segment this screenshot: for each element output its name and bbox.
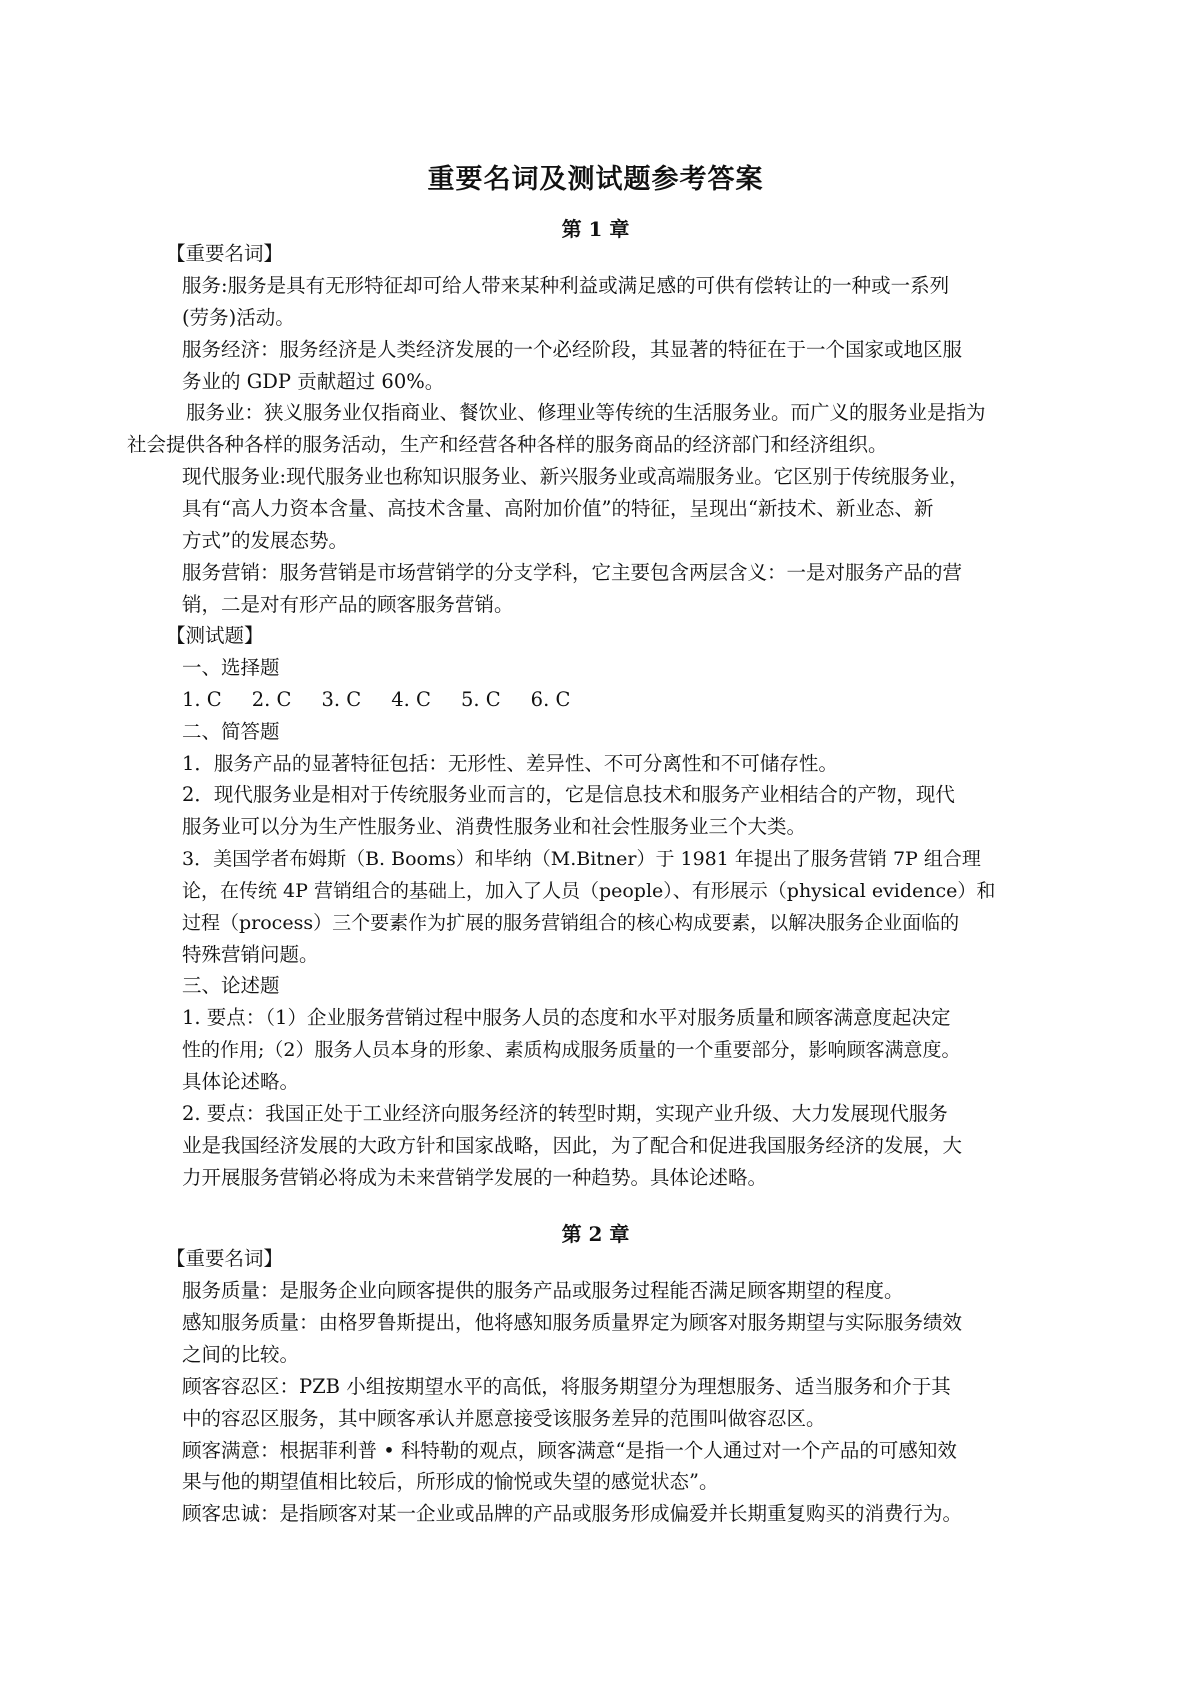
ch1-essay-line: 1. 要点：（1）企业服务营销过程中服务人员的态度和水平对服务质量和顾客满意度起决定 <box>182 1006 951 1029</box>
answer-item: 2. C <box>251 688 292 711</box>
ch2-term-line: 顾客满意：根据菲利普 • 科特勒的观点，顾客满意“是指一个人通过对一个产品的可感知效 <box>182 1439 957 1462</box>
ch1-short-answer-line: 过程（process）三个要素作为扩展的服务营销组合的核心构成要素，以解决服务企业面临的 <box>182 912 960 934</box>
ch1-term-line: 服务:服务是具有无形特征却可给人带来某种利益或满足感的可供有偿转让的一种或一系列 <box>182 274 950 297</box>
ch1-term-line: 现代服务业:现代服务业也称知识服务业、新兴服务业或高端服务业。它区别于传统服务业， <box>182 465 969 488</box>
ch1-essay-line: 具体论述略。 <box>182 1070 300 1093</box>
ch1-essay-line: 2. 要点：我国正处于工业经济向服务经济的转型时期，实现产业升级、大力发展现代服务 <box>182 1102 948 1125</box>
page-title: 重要名词及测试题参考答案 <box>427 164 764 195</box>
ch1-short-answer-line: 1．服务产品的显著特征包括：无形性、差异性、不可分离性和不可储存性。 <box>182 752 838 775</box>
ch1-answer-row <box>182 687 600 715</box>
chapter-2-heading: 第 2 章 <box>561 1222 630 1246</box>
ch1-essay-line: 性的作用;（2）服务人员本身的形象、素质构成服务质量的一个重要部分，影响顾客满意度。 <box>182 1039 961 1061</box>
ch1-essay-line: 业是我国经济发展的大政方针和国家战略，因此，为了配合和促进我国服务经济的发展，大 <box>182 1134 963 1157</box>
ch1-short-answer-line: 服务业可以分为生产性服务业、消费性服务业和社会性服务业三个大类。 <box>182 815 807 838</box>
answer-item: 3. C <box>321 688 362 711</box>
answer-item: 6. C <box>530 688 571 711</box>
answer-item: 4. C <box>391 688 431 711</box>
ch2-term-line: 顾客忠诚：是指顾客对某一企业或品牌的产品或服务形成偏爱并长期重复购买的消费行为。 <box>182 1502 963 1525</box>
ch1-short-answer-line: 特殊营销问题。 <box>182 943 319 966</box>
ch2-term-line: 之间的比较。 <box>182 1343 300 1366</box>
ch1-term-line: 具有“高人力资本含量、高技术含量、高附加价值”的特征，呈现出“新技术、新业态、新 <box>182 497 934 520</box>
ch1-term-line: 服务经济：服务经济是人类经济发展的一个必经阶段，其显著的特征在于一个国家或地区服 <box>182 338 963 361</box>
ch1-short-answer-line: 论，在传统 4P 营销组合的基础上，加入了人员（people）、有形展示（physical evidence）和 <box>182 880 996 902</box>
ch1-term-line: 服务业：狭义服务业仅指商业、餐饮业、修理业等传统的生活服务业。而广义的服务业是指为 <box>186 401 986 424</box>
ch1-test-label: 【测试题】 <box>166 624 264 647</box>
ch1-term-line: 社会提供各种各样的服务活动，生产和经营各种各样的服务商品的经济部门和经济组织。 <box>127 433 888 456</box>
chapter-1-heading: 第 1 章 <box>561 217 630 241</box>
ch1-term-line: 务业的 GDP 贡献超过 60%。 <box>182 370 445 393</box>
ch2-term-line: 感知服务质量：由格罗鲁斯提出，他将感知服务质量界定为顾客对服务期望与实际服务绩效 <box>182 1311 963 1334</box>
ch1-short-answer-line: 3．美国学者布姆斯（B. Booms）和毕纳（M.Bitner）于 1981 年提出了服务营销 7P 组合理 <box>182 848 981 870</box>
ch1-term-line: (劳务)活动。 <box>182 306 295 329</box>
ch1-term-line: 销，二是对有形产品的顾客服务营销。 <box>182 593 514 616</box>
ch2-terms-label: 【重要名词】 <box>166 1247 284 1270</box>
ch1-term-line: 服务营销：服务营销是市场营销学的分支学科，它主要包含两层含义：一是对服务产品的营 <box>182 561 963 584</box>
ch1-terms-label: 【重要名词】 <box>166 242 284 265</box>
ch1-short-answer-line: 2．现代服务业是相对于传统服务业而言的，它是信息技术和服务产业相结合的产物，现代 <box>182 783 955 806</box>
answer-item: 1. C <box>182 688 222 711</box>
ch2-term-line: 顾客容忍区：PZB 小组按期望水平的高低，将服务期望分为理想服务、适当服务和介于其 <box>182 1375 951 1398</box>
ch2-term-line: 中的容忍区服务，其中顾客承认并愿意接受该服务差异的范围叫做容忍区。 <box>182 1407 826 1430</box>
ch1-section-short: 二、简答题 <box>182 720 280 743</box>
answer-item: 5. C <box>460 688 501 711</box>
ch1-section-choice: 一、选择题 <box>182 656 280 679</box>
ch1-term-line: 方式”的发展态势。 <box>182 529 348 552</box>
ch1-essay-line: 力开展服务营销必将成为未来营销学发展的一种趋势。具体论述略。 <box>182 1166 768 1189</box>
ch2-term-line: 果与他的期望值相比较后，所形成的愉悦或失望的感觉状态”。 <box>182 1470 719 1493</box>
ch2-term-line: 服务质量：是服务企业向顾客提供的服务产品或服务过程能否满足顾客期望的程度。 <box>182 1279 904 1302</box>
ch1-section-essay: 三、论述题 <box>182 974 280 997</box>
